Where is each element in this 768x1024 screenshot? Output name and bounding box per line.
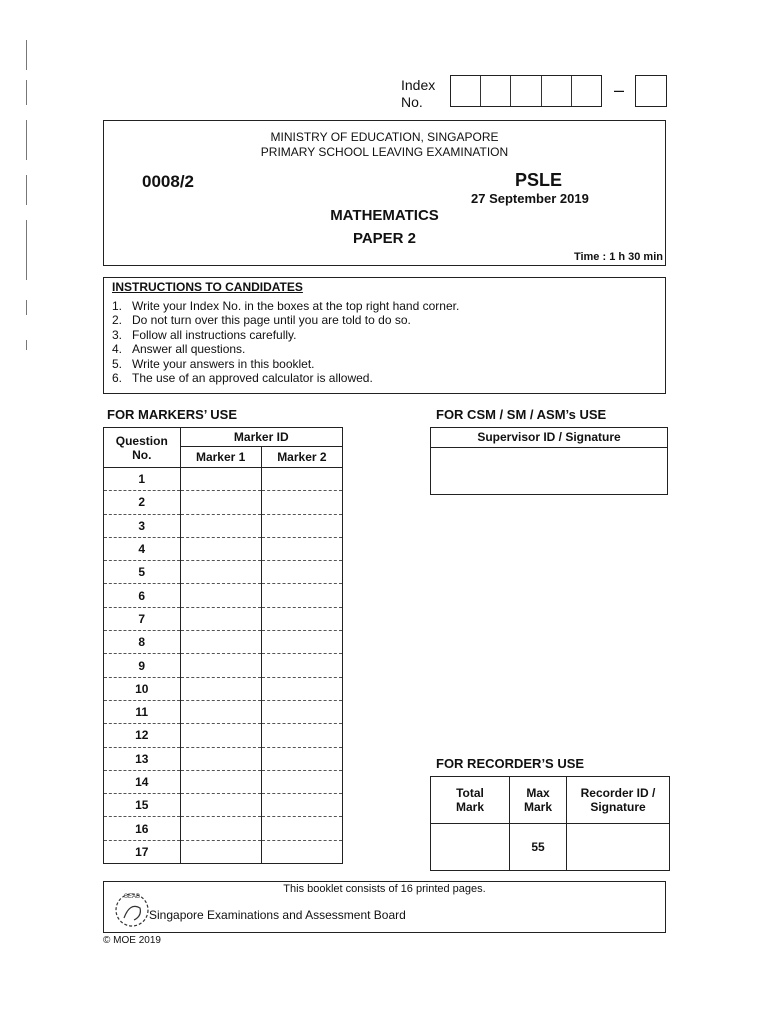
- question-number: 7: [104, 607, 181, 630]
- question-number: 4: [104, 537, 181, 560]
- marker2-cell[interactable]: [261, 724, 342, 747]
- recorder-signature-cell[interactable]: [567, 824, 670, 871]
- table-row: [104, 817, 343, 840]
- marker1-cell[interactable]: [180, 724, 261, 747]
- exam-title: PSLE: [515, 170, 563, 190]
- seab-logo-text: SEAB: [123, 894, 141, 900]
- board-name: Singapore Examinations and Assessment Board: [149, 908, 406, 922]
- question-number: 17: [104, 840, 181, 863]
- instruction-item: 4. Answer all questions.: [112, 342, 246, 357]
- marker2-cell[interactable]: [261, 607, 342, 630]
- marker2-cell[interactable]: [261, 700, 342, 723]
- instructions-list: [112, 299, 657, 385]
- marker1-cell[interactable]: [180, 607, 261, 630]
- marker2-cell[interactable]: [261, 468, 342, 491]
- marker2-cell[interactable]: [261, 654, 342, 677]
- table-row: [104, 537, 343, 560]
- table-row: [104, 468, 343, 491]
- page-count-note: This booklet consists of 16 printed pages.: [283, 883, 486, 895]
- max-mark-value: 55: [510, 824, 567, 871]
- table-row: [104, 584, 343, 607]
- question-number: 15: [104, 794, 181, 817]
- max-mark-header: Max Mark: [510, 777, 567, 824]
- marker1-cell[interactable]: [180, 840, 261, 863]
- table-row: [104, 654, 343, 677]
- table-row: [104, 607, 343, 630]
- paper-code: 0008/2: [142, 172, 194, 191]
- marker2-cell[interactable]: [261, 631, 342, 654]
- question-number: 11: [104, 700, 181, 723]
- table-row: [104, 491, 343, 514]
- table-row: [104, 770, 343, 793]
- supervisor-box: [430, 427, 668, 495]
- csm-use-title: FOR CSM / SM / ASM’s USE: [436, 407, 607, 422]
- index-class-box[interactable]: [635, 75, 667, 107]
- marker2-header: Marker 2: [261, 447, 342, 468]
- paper-title: PAPER 2: [352, 230, 417, 247]
- index-digit-box[interactable]: [451, 76, 481, 106]
- marker2-cell[interactable]: [261, 677, 342, 700]
- marker2-cell[interactable]: [261, 491, 342, 514]
- marker1-cell[interactable]: [180, 654, 261, 677]
- instruction-item: 2. Do not turn over this page until you are told to do so.: [112, 313, 411, 328]
- marker-id-header: Marker ID: [180, 428, 342, 447]
- table-row: [104, 724, 343, 747]
- marker2-cell[interactable]: [261, 561, 342, 584]
- table-row: [104, 677, 343, 700]
- instruction-item: 3. Follow all instructions carefully.: [112, 327, 297, 342]
- copyright: © MOE 2019: [103, 935, 161, 946]
- table-row: [104, 747, 343, 770]
- question-number: 16: [104, 817, 181, 840]
- index-digit-box[interactable]: [511, 76, 541, 106]
- marker1-cell[interactable]: [180, 631, 261, 654]
- question-number: 12: [104, 724, 181, 747]
- marker1-cell[interactable]: [180, 770, 261, 793]
- seab-logo: [112, 888, 152, 935]
- question-no-header: Question No.: [104, 428, 181, 468]
- instruction-item: 6. The use of an approved calculator is allowed.: [112, 371, 373, 386]
- marker1-cell[interactable]: [180, 561, 261, 584]
- table-row: [104, 514, 343, 537]
- question-number: 10: [104, 677, 181, 700]
- table-row: [104, 561, 343, 584]
- marker1-cell[interactable]: [180, 468, 261, 491]
- table-row: [104, 700, 343, 723]
- total-mark-cell[interactable]: [431, 824, 510, 871]
- exam-date: 27 September 2019: [471, 191, 589, 206]
- marker1-cell[interactable]: [180, 677, 261, 700]
- index-dash: –: [614, 80, 625, 100]
- instruction-item: 1. Write your Index No. in the boxes at the top right hand corner.: [112, 299, 460, 313]
- table-row: [104, 840, 343, 863]
- index-number-boxes[interactable]: [450, 75, 602, 107]
- marker1-cell[interactable]: [180, 491, 261, 514]
- markers-table: [103, 427, 343, 864]
- exam-name: PRIMARY SCHOOL LEAVING EXAMINATION: [260, 145, 509, 159]
- marker1-cell[interactable]: [180, 747, 261, 770]
- question-number: 8: [104, 631, 181, 654]
- question-number: 2: [104, 491, 181, 514]
- marker1-cell[interactable]: [180, 584, 261, 607]
- question-number: 14: [104, 770, 181, 793]
- marker2-cell[interactable]: [261, 537, 342, 560]
- question-number: 9: [104, 654, 181, 677]
- exam-duration: Time : 1 h 30 min: [573, 251, 663, 263]
- subject-title: MATHEMATICS: [330, 207, 439, 224]
- markers-use-title: FOR MARKERS’ USE: [107, 407, 238, 422]
- marker1-cell[interactable]: [180, 794, 261, 817]
- recorder-id-header: Recorder ID / Signature: [567, 777, 670, 824]
- index-digit-box[interactable]: [572, 76, 601, 106]
- marker1-cell[interactable]: [180, 537, 261, 560]
- question-number: 3: [104, 514, 181, 537]
- question-number: 5: [104, 561, 181, 584]
- instructions-box: [103, 277, 666, 394]
- marker2-cell[interactable]: [261, 794, 342, 817]
- marker2-cell[interactable]: [261, 747, 342, 770]
- total-mark-header: Total Mark: [431, 777, 510, 824]
- instructions-title: INSTRUCTIONS TO CANDIDATES: [112, 280, 303, 294]
- marker1-cell[interactable]: [180, 700, 261, 723]
- supervisor-header: Supervisor ID / Signature: [431, 428, 667, 448]
- recorder-use-title: FOR RECORDER’S USE: [436, 756, 585, 771]
- marker2-cell[interactable]: [261, 584, 342, 607]
- marker1-cell[interactable]: [180, 514, 261, 537]
- index-label: Index No.: [401, 77, 436, 110]
- question-number: 13: [104, 747, 181, 770]
- question-number: 6: [104, 584, 181, 607]
- ministry-name: MINISTRY OF EDUCATION, SINGAPORE: [270, 130, 499, 144]
- index-digit-box[interactable]: [481, 76, 511, 106]
- table-row: [104, 631, 343, 654]
- marker2-cell[interactable]: [261, 817, 342, 840]
- marker1-cell[interactable]: [180, 817, 261, 840]
- marker-rows: [104, 468, 343, 864]
- supervisor-signature-cell[interactable]: [431, 448, 667, 494]
- instruction-item: 5. Write your answers in this booklet.: [112, 356, 315, 371]
- marker1-header: Marker 1: [180, 447, 261, 468]
- recorder-table: [430, 776, 670, 871]
- question-number: 1: [104, 468, 181, 491]
- marker2-cell[interactable]: [261, 840, 342, 863]
- table-row: [104, 794, 343, 817]
- marker2-cell[interactable]: [261, 514, 342, 537]
- index-digit-box[interactable]: [542, 76, 572, 106]
- marker2-cell[interactable]: [261, 770, 342, 793]
